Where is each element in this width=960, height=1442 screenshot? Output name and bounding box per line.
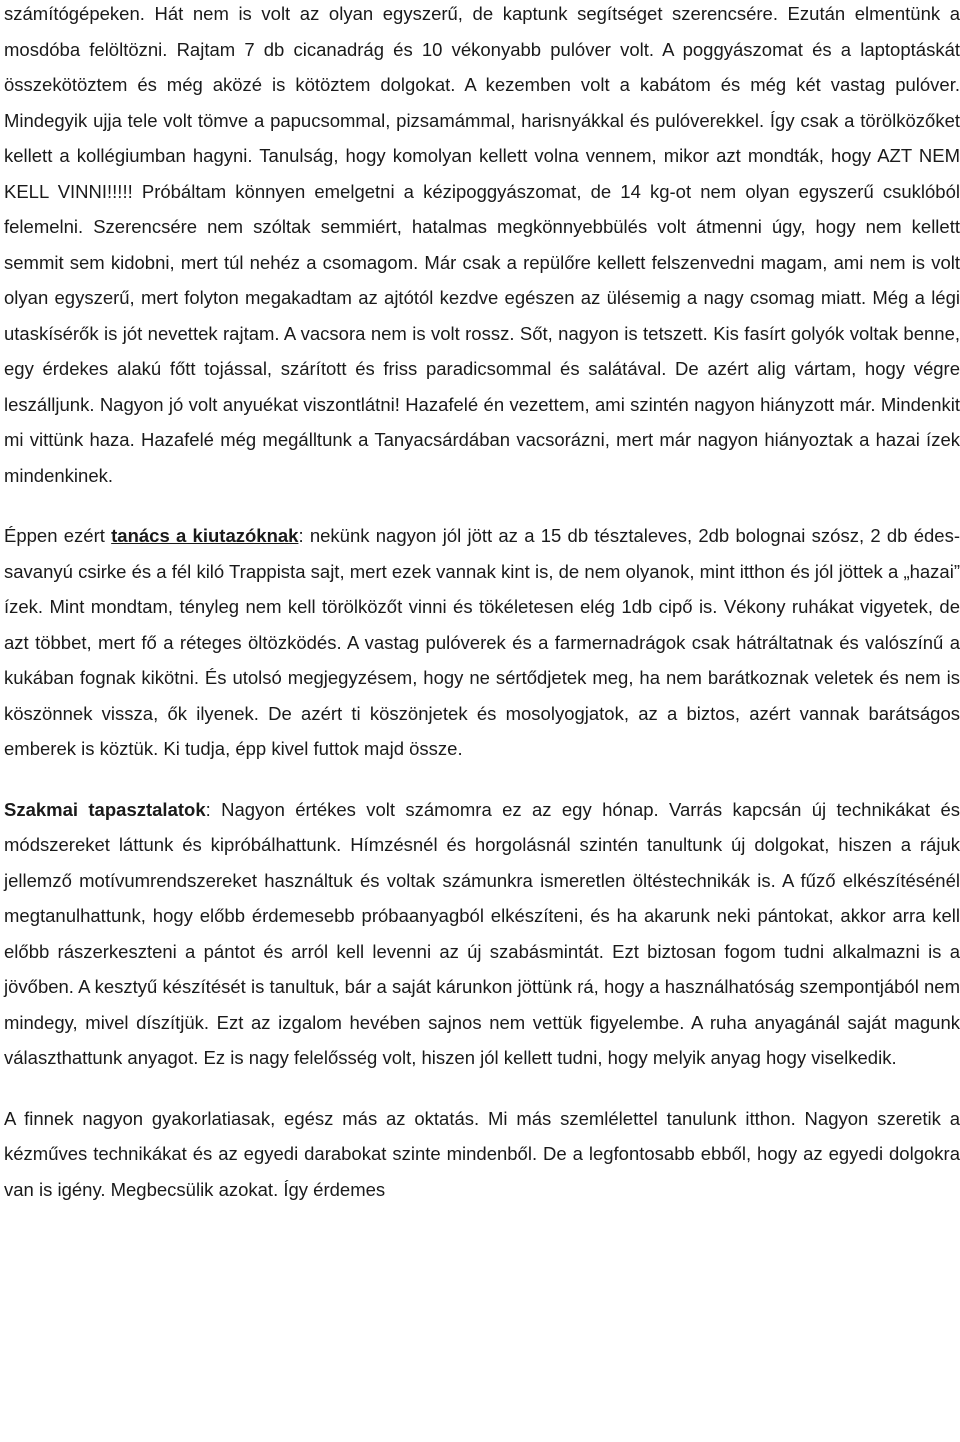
paragraph-travel-home: számítógépeken. Hát nem is volt az olyan egyszerű, de kaptunk segítséget szerencsére. Ezután elmentünk a mosdóba felöltözni. Rajtam 7 db cicanadrág és 10 vékonyabb pulóver volt. A poggyászomat és a laptoptáskát összekötöztem és még aközé is kötöztem dolgokat. A kezemben volt a kabátom és még két vastag pulóver. Mindegyik ujja tele volt tömve a papucsommal, pizsamámmal, harisnyákkal és pulóverekkel. Így csak a törölközőket kellett a kollégiumban hagyni. Tanulság, hogy komolyan kellett volna vennem, mikor azt mondták, hogy AZT NEM KELL VINNI!!!!! Próbáltam könnyen emelgetni a kézipoggyászomat, de 14 kg-ot nem olyan egyszerű csuklóból felemelni. Szerencsére nem szóltak semmiért, hatalmas megkönnyebbülés volt átmenni úgy, hogy nem kellett semmit sem kidobni, mert túl nehéz a csomagom. Már csak a repülőre kellett felszenvedni magam, ami nem is volt olyan egyszerű, mert folyton megakadtam az ajtótól kezdve egészen az ülésemig a nagy csomag miatt. Még a légi utaskísérők is jót nevettek rajtam. A vacsora nem is volt rossz. Sőt, nagyon is tetszett. Kis fasírt golyók voltak benne, egy érdekes alakú főtt tojással, szárított és friss paradicsommal és salátával. De azért alig vártam, hogy végre leszálljunk. Nagyon jó volt anyuékat viszontlátni! Hazafelé én vezettem, ami szintén nagyon hiányzott már. Mindenkit mi vittünk haza. Hazafelé még megálltunk a Tanyacsárdában vacsorázni, mert már nagyon hiányoztak a hazai ízek mindenkinek. <box>4 3 960 486</box>
advice-heading: tanács a kiutazóknak <box>111 525 299 546</box>
paragraph-professional-experience <box>4 792 960 1076</box>
advice-intro: Éppen ezért <box>4 525 112 546</box>
professional-body: : Nagyon értékes volt számomra ez az egy hónap. Varrás kapcsán új technikákat és módszereket láttunk és kipróbálhattunk. Hímzésnél és horgolásnál szintén tanultunk új dolgokat, hiszen a rájuk jellemző motívumrendszereket használtuk és voltak számunkra ismeretlen öltéstechnikák is. A fűző elkészítésénél megtanulhattunk, hogy előbb érdemesebb próbaanyagból elkészíteni, és ha akarunk neki pántokat, akkor arra kell előbb rászerkeszteni a pántot és arról kell levenni az új szabásmintát. Ezt biztosan fogom tudni alkalmazni is a jövőben. A kesztyű készítését is tanultuk, bár a saját kárunkon jöttünk rá, hogy a használhatóság szempontjából nem mindegy, mivel díszítjük. Ezt az izgalom hevében sajnos nem vettük figyelembe. A ruha anyagánál saját magunk választhattunk anyagot. Ez is nagy felelősség volt, hiszen jól kellett tudni, hogy melyik anyag hogy viselkedik. <box>4 798 960 1068</box>
professional-heading: Szakmai tapasztalatok <box>4 798 206 820</box>
paragraph-finnish-education: A finnek nagyon gyakorlatiasak, egész más az oktatás. Mi más szemlélettel tanulunk itthon. Nagyon szeretik a kézműves technikákat és az egyedi darabokat szinte mindenből. De a legfontosabb ebből, hogy az egyedi dolgokra van is igény. Megbecsülik azokat. Így érdemes <box>4 1107 960 1200</box>
paragraph-advice <box>4 518 960 767</box>
advice-body: : nekünk nagyon jól jött az a 15 db tésztaleves, 2db bolognai szósz, 2 db édes-savanyú csirke és a fél kiló Trappista sajt, mert ezek vannak kint is, de nem olyanok, mint itthon és jól jöttek a „hazai” ízek. Mint mondtam, tényleg nem kell törölközőt vinni és tökéletesen elég 1db cipő is. Vékony ruhákat vigyetek, de azt többet, mert fő a réteges öltözködés. A vastag pulóverek és a farmernadrágok csak hátráltatnak és valószínű a kukában fognak kikötni. És utolsó megjegyzésem, hogy ne sértődjetek meg, ha nem barátkoznak veletek és nem is köszönnek vissza, ők ilyenek. De azért ti köszönjetek és mosolyogjatok, az a biztos, azért vannak barátságos emberek is köztük. Ki tudja, épp kivel futtok majd össze. <box>4 525 960 759</box>
document-page <box>4 0 960 1207</box>
